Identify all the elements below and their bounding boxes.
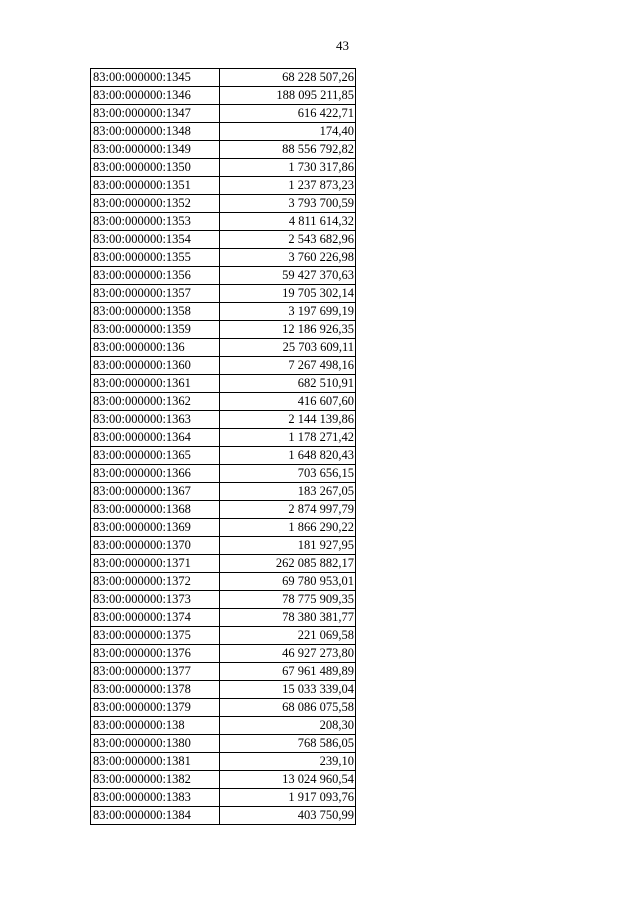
table-row <box>91 285 356 303</box>
cadastral-number-cell: 83:00:000000:1361 <box>91 375 220 393</box>
cadastral-value-cell: 403 750,99 <box>220 807 356 825</box>
cadastral-number-cell: 83:00:000000:1360 <box>91 357 220 375</box>
table-row <box>91 141 356 159</box>
cadastral-value-cell: 12 186 926,35 <box>220 321 356 339</box>
table-row <box>91 627 356 645</box>
table-row <box>91 123 356 141</box>
table-row <box>91 807 356 825</box>
cadastral-number-cell: 83:00:000000:1375 <box>91 627 220 645</box>
cadastral-value-cell: 1 917 093,76 <box>220 789 356 807</box>
cadastral-number-cell: 83:00:000000:1347 <box>91 105 220 123</box>
cadastral-number-cell: 83:00:000000:1348 <box>91 123 220 141</box>
table-row <box>91 87 356 105</box>
cadastral-value-cell: 682 510,91 <box>220 375 356 393</box>
table-row <box>91 699 356 717</box>
cadastral-number-cell: 83:00:000000:1378 <box>91 681 220 699</box>
cadastral-value-cell: 67 961 489,89 <box>220 663 356 681</box>
cadastral-value-cell: 13 024 960,54 <box>220 771 356 789</box>
cadastral-value-cell: 181 927,95 <box>220 537 356 555</box>
cadastral-number-cell: 83:00:000000:1356 <box>91 267 220 285</box>
table-row <box>91 159 356 177</box>
cadastral-number-cell: 83:00:000000:1351 <box>91 177 220 195</box>
cadastral-number-cell: 83:00:000000:1354 <box>91 231 220 249</box>
table-row <box>91 735 356 753</box>
table-row <box>91 105 356 123</box>
cadastral-value-cell: 69 780 953,01 <box>220 573 356 591</box>
cadastral-value-cell: 188 095 211,85 <box>220 87 356 105</box>
cadastral-value-cell: 1 866 290,22 <box>220 519 356 537</box>
cadastral-number-cell: 83:00:000000:1352 <box>91 195 220 213</box>
cadastral-number-cell: 83:00:000000:1374 <box>91 609 220 627</box>
cadastral-value-cell: 88 556 792,82 <box>220 141 356 159</box>
cadastral-value-cell: 19 705 302,14 <box>220 285 356 303</box>
cadastral-number-cell: 83:00:000000:1363 <box>91 411 220 429</box>
page-number: 43 <box>336 38 349 53</box>
cadastral-value-cell: 68 086 075,58 <box>220 699 356 717</box>
table-row <box>91 339 356 357</box>
table-row <box>91 681 356 699</box>
cadastral-value-cell: 78 775 909,35 <box>220 591 356 609</box>
cadastral-value-cell: 616 422,71 <box>220 105 356 123</box>
cadastral-number-cell: 83:00:000000:1353 <box>91 213 220 231</box>
table-row <box>91 231 356 249</box>
table-row <box>91 411 356 429</box>
cadastral-number-cell: 83:00:000000:1357 <box>91 285 220 303</box>
cadastral-number-cell: 83:00:000000:1372 <box>91 573 220 591</box>
cadastral-value-cell: 3 760 226,98 <box>220 249 356 267</box>
cadastral-number-cell: 83:00:000000:1381 <box>91 753 220 771</box>
cadastral-number-cell: 83:00:000000:1383 <box>91 789 220 807</box>
cadastral-value-cell: 1 648 820,43 <box>220 447 356 465</box>
table-row <box>91 357 356 375</box>
cadastral-value-cell: 3 793 700,59 <box>220 195 356 213</box>
cadastral-number-cell: 83:00:000000:1369 <box>91 519 220 537</box>
cadastral-number-cell: 83:00:000000:1380 <box>91 735 220 753</box>
table-row <box>91 609 356 627</box>
cadastral-value-cell: 239,10 <box>220 753 356 771</box>
table-row <box>91 645 356 663</box>
cadastral-number-cell: 83:00:000000:1366 <box>91 465 220 483</box>
table-row <box>91 789 356 807</box>
cadastral-value-cell: 703 656,15 <box>220 465 356 483</box>
table-row <box>91 483 356 501</box>
cadastral-number-cell: 83:00:000000:1350 <box>91 159 220 177</box>
cadastral-value-cell: 2 543 682,96 <box>220 231 356 249</box>
cadastral-value-cell: 1 237 873,23 <box>220 177 356 195</box>
table-row <box>91 555 356 573</box>
cadastral-number-cell: 83:00:000000:1359 <box>91 321 220 339</box>
cadastral-value-cell: 416 607,60 <box>220 393 356 411</box>
cadastral-value-cell: 183 267,05 <box>220 483 356 501</box>
table-row <box>91 537 356 555</box>
cadastral-number-cell: 83:00:000000:1376 <box>91 645 220 663</box>
table-row <box>91 321 356 339</box>
table-row <box>91 429 356 447</box>
table-row <box>91 393 356 411</box>
cadastral-value-cell: 1 730 317,86 <box>220 159 356 177</box>
cadastral-number-cell: 83:00:000000:1345 <box>91 69 220 87</box>
cadastral-value-cell: 174,40 <box>220 123 356 141</box>
table-row <box>91 717 356 735</box>
cadastral-number-cell: 83:00:000000:1365 <box>91 447 220 465</box>
cadastral-number-cell: 83:00:000000:1373 <box>91 591 220 609</box>
cadastral-value-cell: 262 085 882,17 <box>220 555 356 573</box>
cadastral-value-cell: 59 427 370,63 <box>220 267 356 285</box>
table-row <box>91 771 356 789</box>
cadastral-value-table <box>90 68 356 825</box>
cadastral-number-cell: 83:00:000000:1364 <box>91 429 220 447</box>
cadastral-value-cell: 2 144 139,86 <box>220 411 356 429</box>
cadastral-number-cell: 83:00:000000:1367 <box>91 483 220 501</box>
table-row <box>91 213 356 231</box>
table-row <box>91 447 356 465</box>
table-row <box>91 69 356 87</box>
cadastral-value-cell: 1 178 271,42 <box>220 429 356 447</box>
cadastral-value-cell: 25 703 609,11 <box>220 339 356 357</box>
cadastral-number-cell: 83:00:000000:1346 <box>91 87 220 105</box>
cadastral-value-cell: 221 069,58 <box>220 627 356 645</box>
table-row <box>91 753 356 771</box>
cadastral-number-cell: 83:00:000000:1371 <box>91 555 220 573</box>
cadastral-value-cell: 68 228 507,26 <box>220 69 356 87</box>
cadastral-value-cell: 768 586,05 <box>220 735 356 753</box>
table-row <box>91 249 356 267</box>
cadastral-value-cell: 2 874 997,79 <box>220 501 356 519</box>
cadastral-number-cell: 83:00:000000:1358 <box>91 303 220 321</box>
cadastral-number-cell: 83:00:000000:1377 <box>91 663 220 681</box>
cadastral-number-cell: 83:00:000000:136 <box>91 339 220 357</box>
cadastral-number-cell: 83:00:000000:1370 <box>91 537 220 555</box>
cadastral-number-cell: 83:00:000000:1384 <box>91 807 220 825</box>
table-row <box>91 591 356 609</box>
cadastral-value-cell: 4 811 614,32 <box>220 213 356 231</box>
table-row <box>91 519 356 537</box>
table-row <box>91 465 356 483</box>
table-row <box>91 177 356 195</box>
cadastral-value-cell: 78 380 381,77 <box>220 609 356 627</box>
cadastral-value-cell: 46 927 273,80 <box>220 645 356 663</box>
cadastral-number-cell: 83:00:000000:1382 <box>91 771 220 789</box>
cadastral-value-cell: 7 267 498,16 <box>220 357 356 375</box>
table-row <box>91 267 356 285</box>
table-body <box>91 69 356 825</box>
table-row <box>91 501 356 519</box>
cadastral-number-cell: 83:00:000000:138 <box>91 717 220 735</box>
table-row <box>91 375 356 393</box>
table-row <box>91 573 356 591</box>
cadastral-value-cell: 208,30 <box>220 717 356 735</box>
table-row <box>91 303 356 321</box>
table-row <box>91 195 356 213</box>
cadastral-number-cell: 83:00:000000:1368 <box>91 501 220 519</box>
table-row <box>91 663 356 681</box>
cadastral-value-cell: 3 197 699,19 <box>220 303 356 321</box>
cadastral-number-cell: 83:00:000000:1362 <box>91 393 220 411</box>
cadastral-value-cell: 15 033 339,04 <box>220 681 356 699</box>
cadastral-number-cell: 83:00:000000:1379 <box>91 699 220 717</box>
cadastral-number-cell: 83:00:000000:1349 <box>91 141 220 159</box>
cadastral-number-cell: 83:00:000000:1355 <box>91 249 220 267</box>
